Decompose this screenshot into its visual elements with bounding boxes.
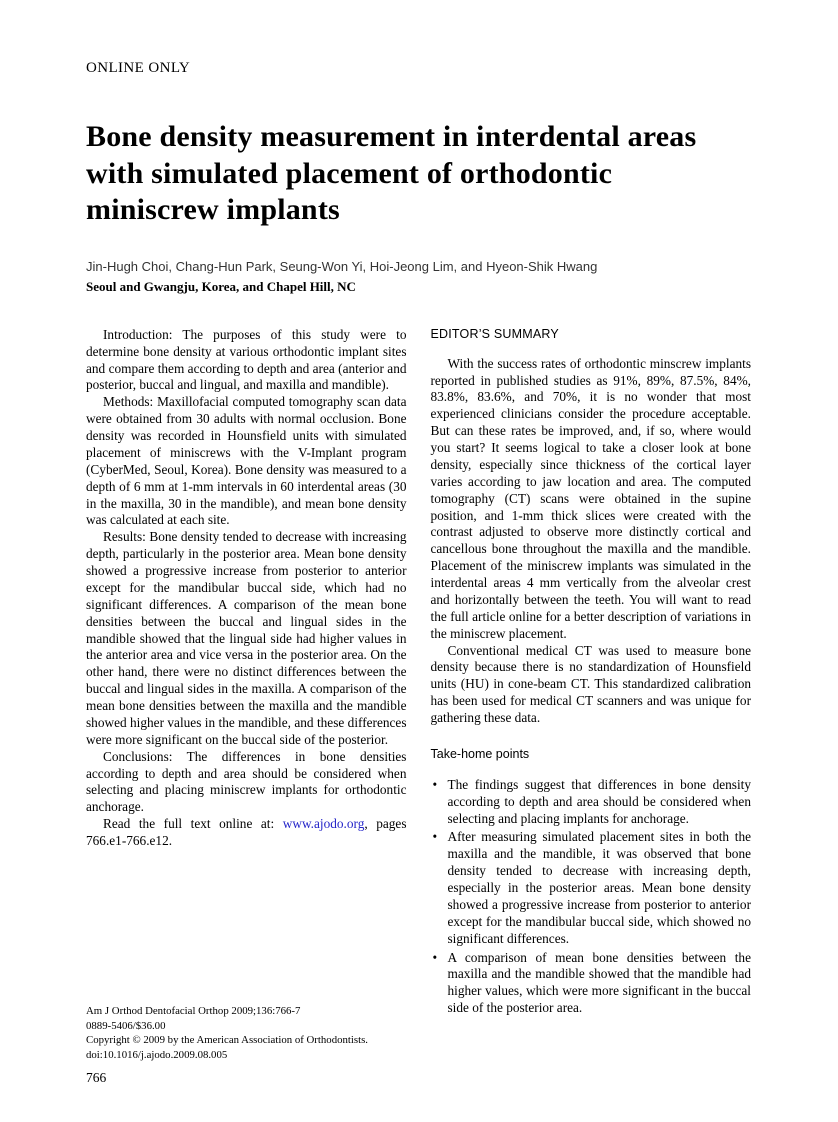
- abstract-text-results: Bone density tended to decrease with increasing depth, particularly in the posterior area. Mean bone density showed a progressive increase from posterior to anterior except for the mandibular buccal side, which had no significant differences. A comparison of the mean bone densities between the buccal and lingual sides in the mandible showed that the lingual side had higher values in the anterior area and vice versa in the posterior area. On the other hand, there were no distinct differences between the buccal and lingual sides in the maxilla. A comparison of the mean bone densities between the maxilla and the mandible showed higher values in the mandible, and these differences were more significant on the buccal side of the posterior.: [86, 529, 407, 747]
- affiliation-line: Seoul and Gwangju, Korea, and Chapel Hill, NC: [86, 278, 356, 294]
- take-home-heading: Take-home points: [430, 746, 530, 761]
- abstract-paragraph-results: [86, 529, 407, 748]
- summary-paragraph-2: Conventional medical CT was used to measure bone density because there is no standardization of Hounsfield units (HU) in cone-beam CT. This standardized calibration has been used for medical CT scanners and was unique for gathering these data.: [430, 642, 751, 726]
- abstract-paragraph-methods: [86, 394, 407, 529]
- abstract-label-methods: Methods:: [103, 394, 154, 410]
- abstract-column: [86, 327, 407, 1019]
- ajodo-link[interactable]: www.ajodo.org: [282, 816, 365, 832]
- journal-footnote-block: [86, 1004, 368, 1062]
- page-number: 766: [86, 1070, 107, 1085]
- abstract-paragraph-conclusions: [86, 749, 407, 817]
- abstract-text-introduction: The purposes of this study were to determine bone density at various orthodontic implant sites and compare them according to depth and area (anterior and posterior, buccal and lingual, and maxilla and mandible).: [86, 326, 407, 393]
- summary-paragraph-1: With the success rates of orthodontic minscrew implants reported in published studies as 91%, 89%, 87.5%, 84%, 83.8%, 83.6%, and 70%, it is no wonder that most experienced clinicians consider the procedure acceptable. But can these rates be improved, and, if so, where would you start? It seems logical to take a closer look at bone density, especially since thickness of the cortical layer varies according to jaw location and area. The computed tomography (CT) scans were obtained in the supine position, and 1-mm thick slices were created with the contrast adjusted to observe more distinctly cortical and cancellous bone throughout the maxilla and the mandible. Placement of the miniscrew implants was simulated in the interdental areas 4 mm vertically from the alveolar crest and horizontally between the teeth. You will want to read the full article online for a better description of variations in the miniscrew placement.: [430, 355, 751, 641]
- abstract-text-methods: Maxillofacial computed tomography scan data were obtained from 30 adults with normal occlusion. Bone density was recorded in Hounsfield units with simulated placement of miniscrews with the V-Implant program (CyberMed, Seoul, Korea). Bone density was measured to a depth of 6 mm at 1-mm intervals in 60 interdental areas (30 in the maxilla, 30 in the mandible), and mean bone density was calculated at each site.: [86, 394, 407, 528]
- take-home-point-3: • A comparison of mean bone densities between the maxilla and the mandible showed that the mandible had higher values, which were more significant in the buccal side of the posterior area.: [431, 950, 752, 1018]
- author-list: Jin-Hugh Choi, Chang-Hun Park, Seung-Won Yi, Hoi-Jeong Lim, and Hyeon-Shik Hwang: [86, 258, 598, 274]
- take-home-list: [431, 777, 752, 1017]
- abstract-text-conclusions: The differences in bone densities according to depth and area should be considered when selecting and placing miniscrew implants for orthodontic anchorage.: [86, 748, 407, 815]
- abstract-label-introduction: Introduction:: [103, 326, 173, 342]
- abstract-label-results: Results:: [103, 529, 146, 545]
- abstract-paragraph-introduction: [86, 327, 407, 395]
- take-home-point-2: • After measuring simulated placement sites in both the maxilla and the mandible, it was observed that bone density tended to decrease with increasing depth, especially in the posterior areas. Mean bone density showed a progressive increase from posterior to anterior except for the mandibular buccal side, which showed no significant differences.: [431, 829, 752, 947]
- take-home-point-1: • The findings suggest that differences in bone density according to depth and area should be considered when selecting and placing implants for anchorage.: [431, 777, 752, 828]
- abstract-label-conclusions: Conclusions:: [103, 748, 173, 764]
- online-only-tag: ONLINE ONLY: [86, 60, 191, 76]
- citation-line: Am J Orthod Dentofacial Orthop 2009;136:766-7: [86, 1005, 301, 1017]
- doi-line: doi:10.1016/j.ajodo.2009.08.005: [86, 1048, 228, 1061]
- editors-summary-column: [431, 327, 752, 1019]
- read-online-suffix: , pages 766.e1-766.e12.: [86, 816, 407, 849]
- article-title: Bone density measurement in interdental areas with simulated placement of orthodontic miniscrew implants: [86, 120, 697, 227]
- two-column-body: [86, 327, 751, 1019]
- read-online-paragraph: [86, 816, 407, 850]
- editors-summary-heading: EDITOR’S SUMMARY: [430, 326, 559, 341]
- copyright-line: Copyright © 2009 by the American Association of Orthodontists.: [86, 1034, 368, 1047]
- issn-price-line: 0889-5406/$36.00: [86, 1019, 166, 1032]
- read-online-prefix: Read the full text online at:: [103, 816, 275, 832]
